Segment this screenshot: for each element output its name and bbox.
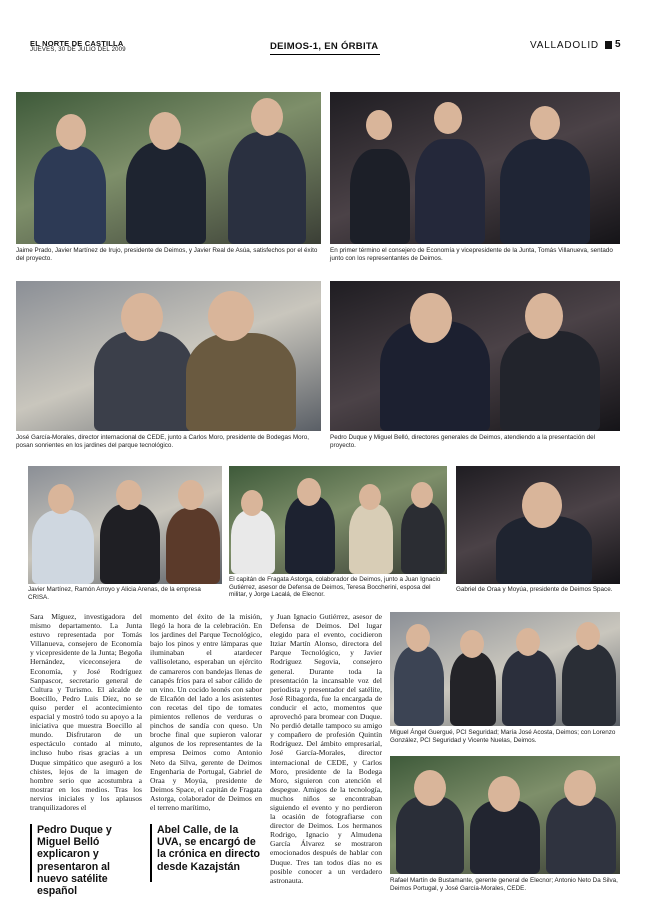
- caption-photo-5: Javier Martínez, Ramón Arroyo y Alicia Arenas, de la empresa CRISA.: [28, 586, 201, 601]
- caption-photo-9: Rafael Martín de Bustamante, gerente general de Elecnor; Antonio Neto Da Silva, Deimos Portugal, y José García-Morales, CEDE.: [390, 877, 618, 892]
- photo-astorga-group: [229, 466, 447, 574]
- pull-quote-2-bar: [150, 824, 152, 882]
- photo-pci-seguridad: [390, 612, 620, 726]
- photo-prado-irujo-real: [16, 92, 321, 244]
- caption-photo-1: Jaime Prado, Javier Martínez de Irujo, presidente de Deimos, y Javier Real de Asúa, satisfechos por el éxito del proyecto.: [16, 247, 318, 262]
- section-title: DEIMOS-1, EN ÓRBITA: [270, 41, 379, 52]
- photo-duque-bello: [330, 281, 620, 431]
- caption-photo-8: Miguel Ángel Guergué, PCI Seguridad; María José Acosta, Deimos; con Lorenzo González, PCI Seguridad y Vicente Nuelas, Deimos.: [390, 729, 616, 744]
- body-column-2: momento del éxito de la misión, llegó la hora de la celebración. En los jardines del Parque Tecnológico, bajo los pinos y entre lámparas que iluminaban el atardecer vallisoletano, esperaban un ejército de camareros con bandejas llenas de canapés fríos para el sabor cálido de un vino. Un cocido leonés con sabor de Elcañón del lado a los asistentes con recetas del tipo de tomates pimientos rellenos de verduras o pinchos de sandía con queso. Un broche final que supieron valorar algunos de los representantes de la empresa Deimos como Antonio Neto da Silva, gerente de Deimos Engenharia de Portugal, Gabriel de Oraa y Moyúa, presidente de Deimos Space, el capitán de Fragata Astorga, colaborador de Deimos en el terreno marítimo,: [150, 612, 262, 812]
- caption-photo-3: José García-Morales, director internacional de CEDE, junto a Carlos Moro, presidente de Bodegas Moro, posan sonrientes en los jardines del parque tecnológico.: [16, 434, 309, 449]
- pull-quote-2: Abel Calle, de la UVA, se encargó de la crónica en directo desde Kazajstán: [157, 824, 261, 873]
- body-column-3: y Juan Ignacio Gutiérrez, asesor de Defensa de Deimos. Del lugar elegido para el evento, cocidieron Itziar Martín Alonso, directora del Parque Tecnológico, y Javier Rodríguez Segovia, consejero general. Durante toda la presentación la incansable voz del periodista y presentador del satélite, José Ribagorda, fue la encargada de conducir el acto, momentos que aprovechó para bromear con Duque. No perdió detalle tampoco su amigo y compañero de profesión Quintín Rodríguez. Del ámbito empresarial, José García-Morales, director internacional de CEDE, y Carlos Moro, presidente de la Bodega Moro, siguieron con atención el despegue. Amigos de la tecnología, muchos niños se encontraban siguiendo el evento y no perdieron la ocasión de fotografiarse con director de Deimos. Los hermanos Rodrigo, Ignacio y Almudena García Álvarez se mostraron emocionados después de hablar con Duque. Tres tan todos días no es posible conocer a un verdadero astronauta.: [270, 612, 382, 885]
- pull-quote-1-bar: [30, 824, 32, 882]
- page-number: 5: [615, 39, 621, 50]
- issue-date: JUEVES, 30 DE JULIO DEL 2009: [30, 47, 126, 53]
- newspaper-name: EL NORTE DE CASTILLA: [30, 39, 124, 48]
- photo-crisa-team: [28, 466, 222, 584]
- caption-photo-6: El capitán de Fragata Astorga, colaborador de Deimos, junto a Juan Ignacio Gutiérrez, asesor de Defensa de Deimos, Teresa Boccherini, esposa del militar, y Jorge Lacalá, de Elecnor.: [229, 576, 441, 599]
- page-marker: [605, 41, 612, 49]
- body-column-1: Sara Míguez, investigadora del mismo departamento. La Junta estuvo representada por Tomás Villanueva, consejero de Economía y vicepresidente de la Junta; Begoña Hernández, viceconsejera de Economía, y José Rodríguez Sanpascor, secretario general de Cultura y Turismo. El alcalde de Boecillo, Pedro Luis Díez, no se quiso perder el acontecimiento espacial y mostró todo su apoyo a la iniciativa que muestra Boecillo al mundo. Disfrutaron de un espectáculo contado al minuto, incluso hubo risas gracias a un Duque simpático que aseguró a los chistes, lejos de la imagen de hombre serio que acostumbra a mostrar en los medios. Tras los nervios iniciales y los aplausos tranquilizadores el: [30, 612, 142, 812]
- caption-photo-4: Pedro Duque y Miguel Belló, directores generales de Deimos, atendiendo a la presentación del proyecto.: [330, 434, 595, 449]
- city-label: VALLADOLID: [530, 40, 599, 51]
- photo-villanueva-seated: [330, 92, 620, 244]
- section-underline: [270, 54, 380, 55]
- photo-bustamante-neto-garcia: [390, 756, 620, 874]
- pull-quote-1: Pedro Duque y Miguel Belló explicaron y presentaron al nuevo satélite español: [37, 824, 112, 898]
- caption-photo-2: En primer término el consejero de Economía y vicepresidente de la Junta, Tomás Villanueva, sentado junto con los representantes de Deimos.: [330, 247, 613, 262]
- caption-photo-7: Gabriel de Oraa y Moyúa, presidente de Deimos Space.: [456, 586, 613, 593]
- photo-garcia-morales-moro: [16, 281, 321, 431]
- photo-oraa-moyua: [456, 466, 620, 584]
